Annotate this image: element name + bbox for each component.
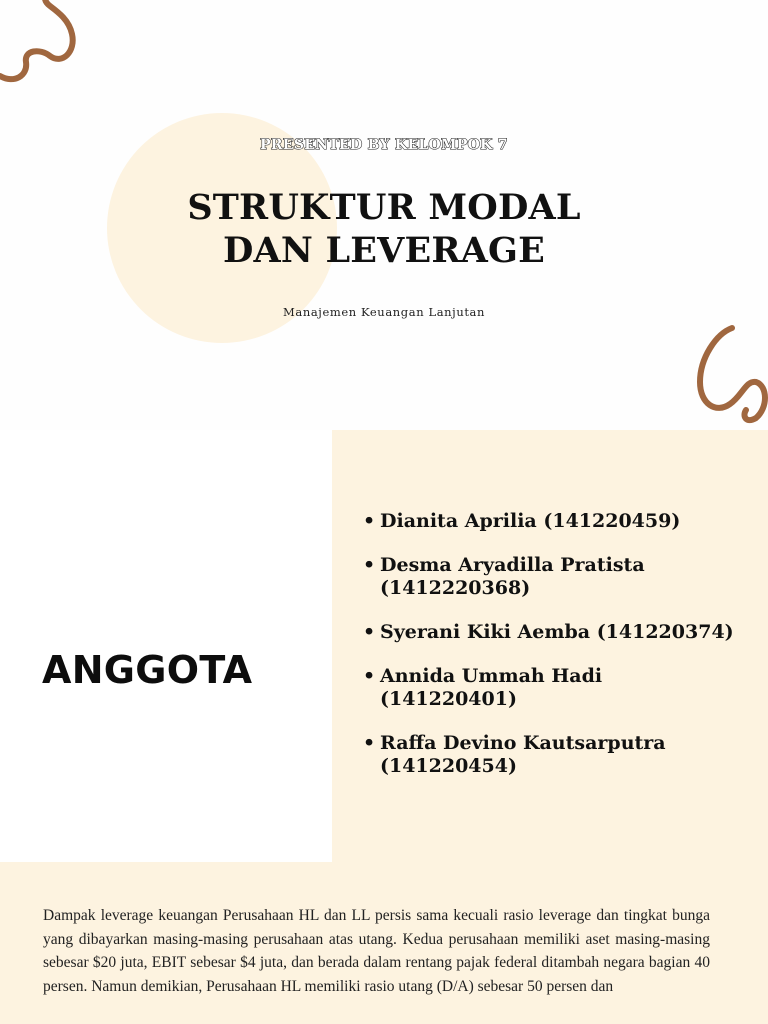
bullet: • [363,665,376,687]
members-heading: ANGGOTA [42,648,253,692]
member-name: Dianita Aprilia (141220459) [380,510,681,532]
member-name: Syerani Kiki Aemba (141220374) [380,621,734,643]
body-paragraph: Dampak leverage keuangan Perusahaan HL dan LL persis sama kecuali rasio leverage dan tingkat bunga yang dibayarkan masing-masing perusahaan atas utang. Kedua perusahaan memiliki aset masing-masing sebesar $20 juta, EBIT sebesar $4 juta, dan berada dalam rentang pajak federal ditambah negara bagian 40 persen. Namun demikian, Perusahaan HL memiliki rasio utang (D/A) sebesar 50 persen dan [43,907,710,995]
squiggle-decoration-icon [0,0,90,95]
bullet: • [363,621,376,643]
bullet: • [363,510,376,532]
page-title [0,186,768,272]
members-slide [0,430,768,862]
member-name: Raffa Devino Kautsarputra (141220454) [380,732,666,777]
members-list [363,510,763,799]
list-item [363,510,763,533]
list-item [363,554,763,600]
list-item [363,665,763,711]
list-item [363,732,763,778]
bullet: • [363,554,376,576]
content-slide [0,862,768,1024]
bullet: • [363,732,376,754]
member-name: Annida Ummah Hadi (141220401) [380,665,603,710]
presented-by-label: PRESENTED BY KELOMPOK 7 [260,137,508,153]
title-slide [0,0,768,430]
list-item [363,621,763,644]
course-subtitle: Manajemen Keuangan Lanjutan [282,305,486,319]
member-name: Desma Aryadilla Pratista (1412220368) [380,554,645,599]
title-line-1: STRUKTUR MODAL [187,187,581,228]
squiggle-decoration-icon [690,318,768,430]
title-line-2: DAN LEVERAGE [222,230,545,271]
